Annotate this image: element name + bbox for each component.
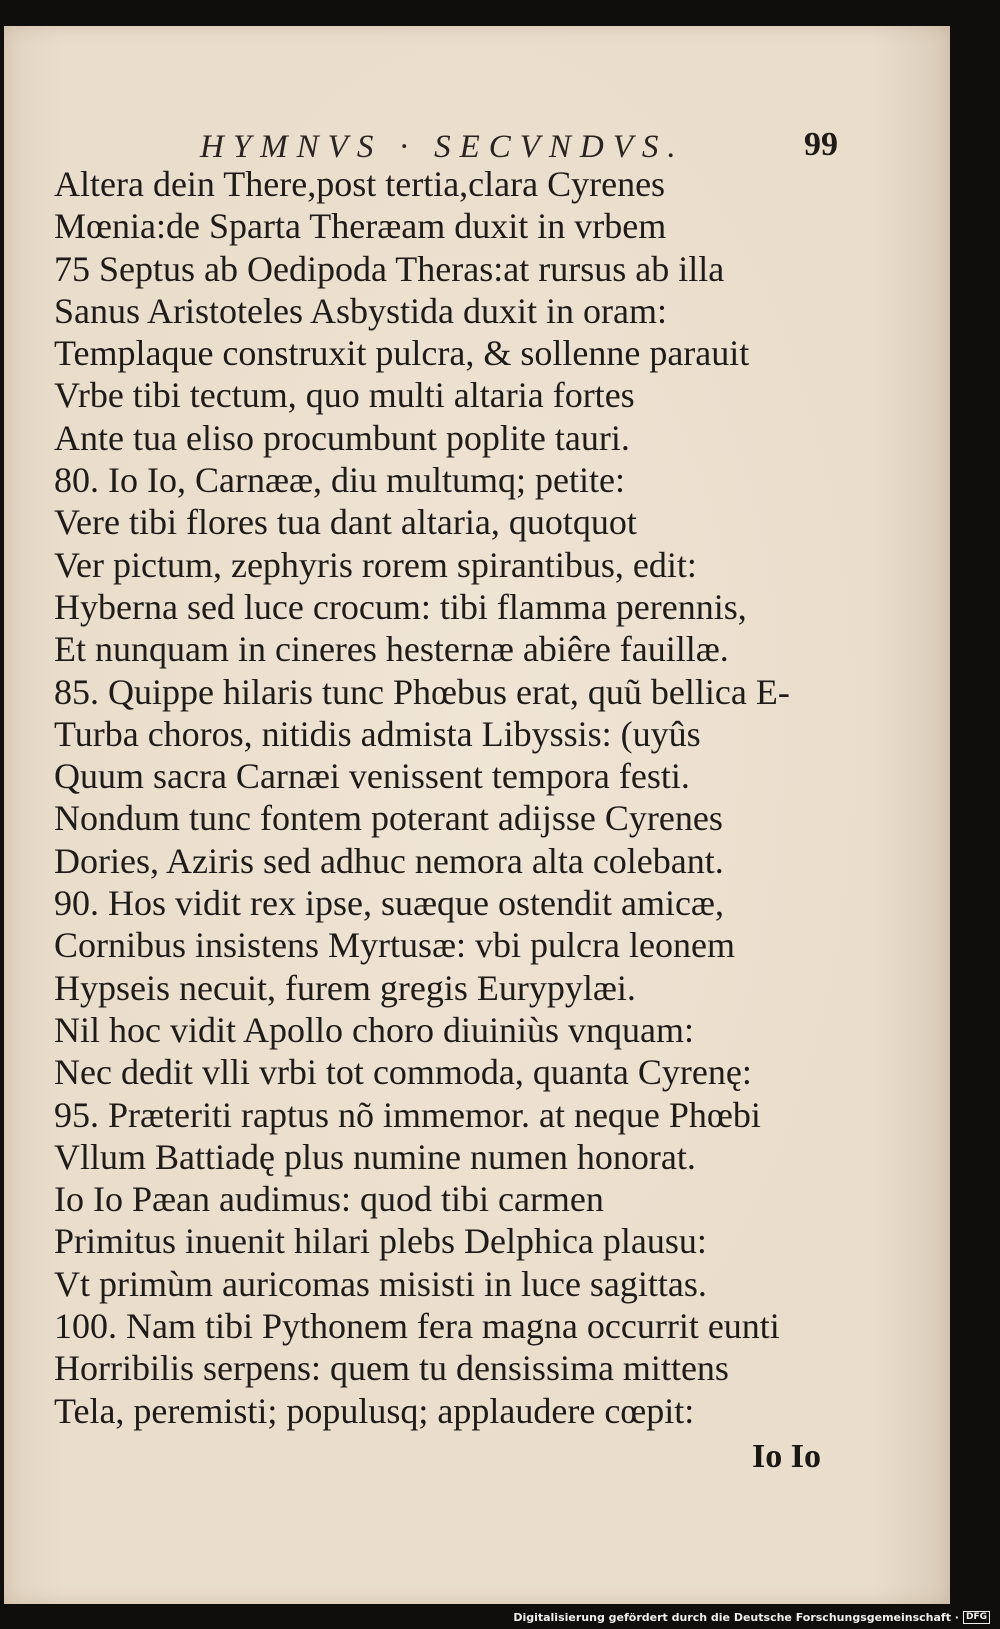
verse-line: Vllum Battiadę plus numine numen honorat. (54, 1136, 696, 1177)
verse-line: Vere tibi flores tua dant altaria, quotquot (54, 502, 637, 543)
page-number: 99 (804, 126, 838, 163)
running-head: HYMNVS · SECVNDVS. (200, 129, 685, 165)
verse-line: Cornibus insistens Myrtusæ: vbi pulcra leonem (54, 925, 735, 966)
verse-line: Nil hoc vidit Apollo choro diuiniùs vnquam: (54, 1009, 694, 1050)
verse-line: 90. Hos vidit rex ipse, suæque ostendit amicæ, (54, 883, 724, 924)
verse-line: Altera dein There,post tertia,clara Cyrenes (54, 164, 666, 204)
verse-line: 95. Præteriti raptus nõ immemor. at neque Phœbi (54, 1094, 761, 1135)
verse-line: Ante tua eliso procumbunt poplite tauri. (54, 417, 630, 458)
verse-text-block (54, 163, 854, 1432)
footer-credit: Digitalisierung gefördert durch die Deutsche Forschungsgemeinschaft · (513, 1611, 959, 1624)
book-page (4, 26, 950, 1604)
verse-line: Sanus Aristoteles Asbystida duxit in oram: (54, 290, 667, 331)
verse-line: 85. Quippe hilaris tunc Phœbus erat, quũ bellica E- (54, 671, 790, 712)
verse-line: Io Io Pæan audimus: quod tibi carmen (54, 1179, 604, 1220)
verse-line: Ver pictum, zephyris rorem spirantibus, edit: (54, 544, 697, 585)
verse-line: 80. Io Io, Carnææ, diu multumq; petite: (54, 460, 625, 501)
verse-line: Primitus inuenit hilari plebs Delphica plausu: (54, 1221, 707, 1262)
verse-line: Vt primùm auricomas misisti in luce sagittas. (54, 1263, 707, 1304)
verse-line: Mœnia:de Sparta Theræam duxit in vrbem (54, 206, 667, 247)
verse-line: Hyberna sed luce crocum: tibi flamma perennis, (54, 586, 747, 627)
verse-line: Dories, Aziris sed adhuc nemora alta colebant. (54, 840, 724, 881)
verse-line: Templaque construxit pulcra, & sollenne parauit (54, 333, 750, 374)
catchword: Io Io (752, 1438, 821, 1475)
verse-line: Nec dedit vlli vrbi tot commoda, quanta Cyrenę: (54, 1052, 752, 1093)
verse-line: Vrbe tibi tectum, quo multi altaria fortes (54, 375, 635, 416)
verse-line: Et nunquam in cineres hesternæ abiêre fauillæ. (54, 629, 729, 670)
verse-line: Turba choros, nitidis admista Libyssis: (uyûs (54, 713, 701, 754)
verse-line: Nondum tunc fontem poterant adijsse Cyrenes (54, 798, 723, 839)
dfg-logo-icon: DFG (963, 1611, 990, 1624)
digitization-footer (513, 1611, 990, 1624)
verse-line: Quum sacra Carnæi venissent tempora festi. (54, 756, 690, 797)
verse-line: Tela, peremisti; populusq; applaudere cœpit: (54, 1390, 695, 1431)
verse-line: Horribilis serpens: quem tu densissima mittens (54, 1348, 729, 1389)
verse-line: Hypseis necuit, furem gregis Eurypylæi. (54, 967, 636, 1008)
verse-line: 75 Septus ab Oedipoda Theras:at rursus ab illa (54, 248, 725, 289)
verse-line: 100. Nam tibi Pythonem fera magna occurrit eunti (54, 1306, 780, 1347)
